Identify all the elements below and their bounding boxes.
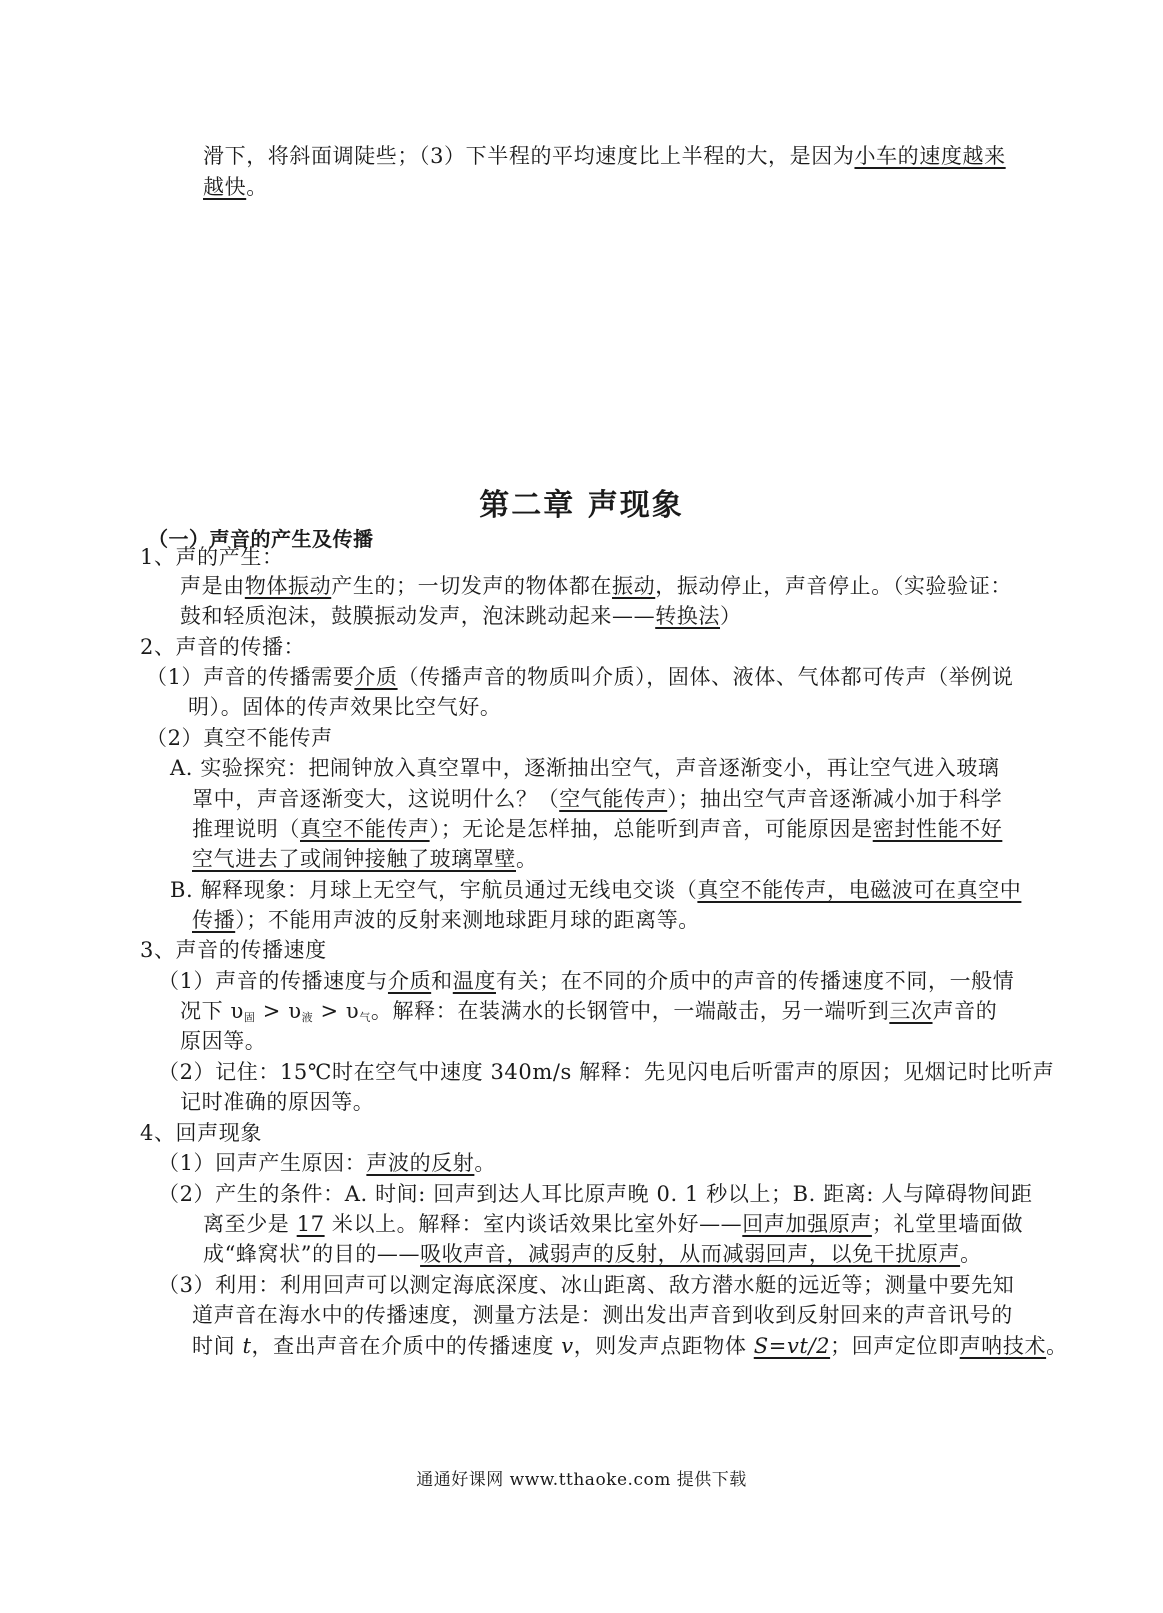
text-span: （1）回声产生原因： <box>158 1151 367 1175</box>
underlined-formula: S=vt/2 <box>753 1334 831 1358</box>
text-line <box>180 571 1012 601</box>
text-span: B. 解释现象：月球上无空气，宇航员通过无线电交谈（ <box>170 878 698 902</box>
text-line <box>192 905 700 935</box>
text-span: ）；抽出空气声音逐渐减小加于科学 <box>667 787 1003 811</box>
text-span: > υ <box>255 999 302 1023</box>
underlined-answer: 17 <box>296 1212 325 1236</box>
underlined-answer: 越快 <box>203 175 247 199</box>
math-variable: t <box>242 1334 252 1358</box>
text-span: ；回声定位即 <box>830 1334 960 1358</box>
underlined-answer: 密封性能不好 <box>872 817 1003 841</box>
underlined-answer: 声呐技术 <box>959 1334 1047 1358</box>
text-line <box>146 662 1013 692</box>
text-span: 成“蜂窝状”的目的—— <box>203 1242 421 1266</box>
page-footer: 通通好课网 www.tthaoke.com 提供下载 <box>416 1470 747 1490</box>
underlined-answer: 吸收声音，减弱声的反射，从而减弱回声，以免干扰原声 <box>420 1242 961 1266</box>
text-line: A. 实验探究：把闹钟放入真空罩中，逐渐抽出空气，声音逐渐变小，再让空气进入玻璃 <box>170 756 1000 780</box>
text-line: 道声音在海水中的传播速度，测量方法是：测出发出声音到收到反射回来的声音讯号的 <box>192 1303 1013 1327</box>
text-line: （2）真空不能传声 <box>146 726 333 750</box>
text-span: 。 <box>474 1151 496 1175</box>
text-span: 有关；在不同的介质中的声音的传播速度不同，一般情 <box>495 969 1015 993</box>
text-span: 声音的 <box>932 999 998 1023</box>
underlined-answer: 三次 <box>889 999 933 1023</box>
text-span: 。 <box>246 175 268 199</box>
chapter-title: 第二章 声现象 <box>479 488 684 523</box>
underlined-answer: 转换法 <box>655 604 721 628</box>
text-line <box>192 1331 1068 1361</box>
text-span: ）；不能用声波的反射来测地球距月球的距离等。 <box>235 908 700 932</box>
text-line <box>192 844 538 874</box>
text-line: 记时准确的原因等。 <box>180 1090 375 1114</box>
text-line: （2）产生的条件：A. 时间: 回声到达人耳比原声晚 0. 1 秒以上；B. 距离: 人与障碍物间距 <box>158 1182 1033 1206</box>
text-span: 罩中，声音逐渐变大，这说明什么？（ <box>192 787 560 811</box>
text-span: 。解释：在装满水的长钢管中，一端敲击，另一端听到 <box>370 999 890 1023</box>
text-span: 和 <box>431 969 453 993</box>
text-line: （2）记住：15℃时在空气中速度 340m/s 解释：先见闪电后听雷声的原因；见烟记时比听声 <box>158 1060 1055 1084</box>
text-span: 。 <box>516 847 538 871</box>
text-line <box>203 172 268 202</box>
text-span: 。 <box>1046 1334 1068 1358</box>
text-span: 产生的；一切发声的物体都在 <box>331 574 613 598</box>
text-span: 况下 υ <box>180 999 244 1023</box>
text-line <box>203 1239 982 1269</box>
underlined-answer: 真空不能传声，电磁波可在真空中 <box>697 878 1022 902</box>
text-line: 原因等。 <box>180 1029 267 1053</box>
text-line: （3）利用：利用回声可以测定海底深度、冰山距离、敌方潜水艇的远近等；测量中要先知 <box>158 1273 1015 1297</box>
underlined-answer: 振动 <box>612 574 656 598</box>
text-span: ；礼堂里墙面做 <box>871 1212 1024 1236</box>
item-title: 2、声音的传播： <box>140 635 306 659</box>
text-span: 声是由 <box>180 574 245 598</box>
underlined-answer: 介质 <box>354 665 398 689</box>
text-span: 鼓和轻质泡沫，鼓膜振动发声，泡沫跳动起来—— <box>180 604 656 628</box>
underlined-answer: 声波的反射 <box>366 1151 475 1175</box>
item-title: 4、回声现象 <box>140 1121 262 1145</box>
text-line <box>203 1209 1023 1239</box>
underlined-answer: 真空不能传声 <box>300 817 430 841</box>
section-heading: （一）声音的产生及传播 <box>148 527 374 551</box>
text-line: 明）。固体的传声效果比空气好。 <box>188 695 502 719</box>
text-span: 。 <box>960 1242 982 1266</box>
underlined-answer: 温度 <box>452 969 496 993</box>
text-span: > υ <box>313 999 360 1023</box>
underlined-answer: 回声加强原声 <box>742 1212 872 1236</box>
text-span: （1）声音的传播需要 <box>146 665 355 689</box>
item-title: 1、声的产生： <box>140 545 284 569</box>
subscript: 固 <box>243 1011 256 1024</box>
text-line <box>192 814 1002 844</box>
underlined-answer: 物体振动 <box>244 574 332 598</box>
underlined-answer: 传播 <box>192 908 236 932</box>
text-span: 推理说明（ <box>192 817 300 841</box>
underlined-answer: 介质 <box>387 969 432 993</box>
text-line <box>192 784 1002 814</box>
text-span: ） <box>720 604 742 628</box>
text-line <box>158 1148 496 1178</box>
text-line <box>158 966 1014 996</box>
text-span: （1）声音的传播速度与 <box>158 969 388 993</box>
text-line <box>180 601 742 631</box>
text-span: ，振动停止，声音停止。（实验验证： <box>655 574 1012 598</box>
underlined-answer: 小车的速度越来 <box>854 144 1006 168</box>
text-line <box>203 141 1006 171</box>
text-span: （传播声音的物质叫介质），固体、液体、气体都可传声（举例说 <box>397 665 1014 689</box>
subscript: 液 <box>301 1011 314 1024</box>
subscript: 气 <box>359 1011 371 1024</box>
text-span: 米以上。解释：室内谈话效果比室外好—— <box>324 1212 743 1236</box>
text-span: ，则发声点距物体 <box>573 1334 754 1358</box>
text-line <box>180 996 997 1033</box>
text-line <box>170 875 1021 905</box>
text-span: ）；无论是怎样抽，总能听到声音，可能原因是 <box>429 817 873 841</box>
text-span: ，查出声音在介质中的传播速度 <box>251 1334 562 1358</box>
text-span: 时间 <box>192 1334 243 1358</box>
math-variable: v <box>561 1334 574 1358</box>
text-span: 滑下，将斜面调陡些；（3）下半程的平均速度比上半程的大，是因为 <box>203 144 855 168</box>
item-title: 3、声音的传播速度 <box>140 938 327 962</box>
underlined-answer: 空气进去了或闹钟接触了玻璃罩壁 <box>192 847 516 871</box>
underlined-answer: 空气能传声 <box>559 787 668 811</box>
text-span: 离至少是 <box>203 1212 297 1236</box>
